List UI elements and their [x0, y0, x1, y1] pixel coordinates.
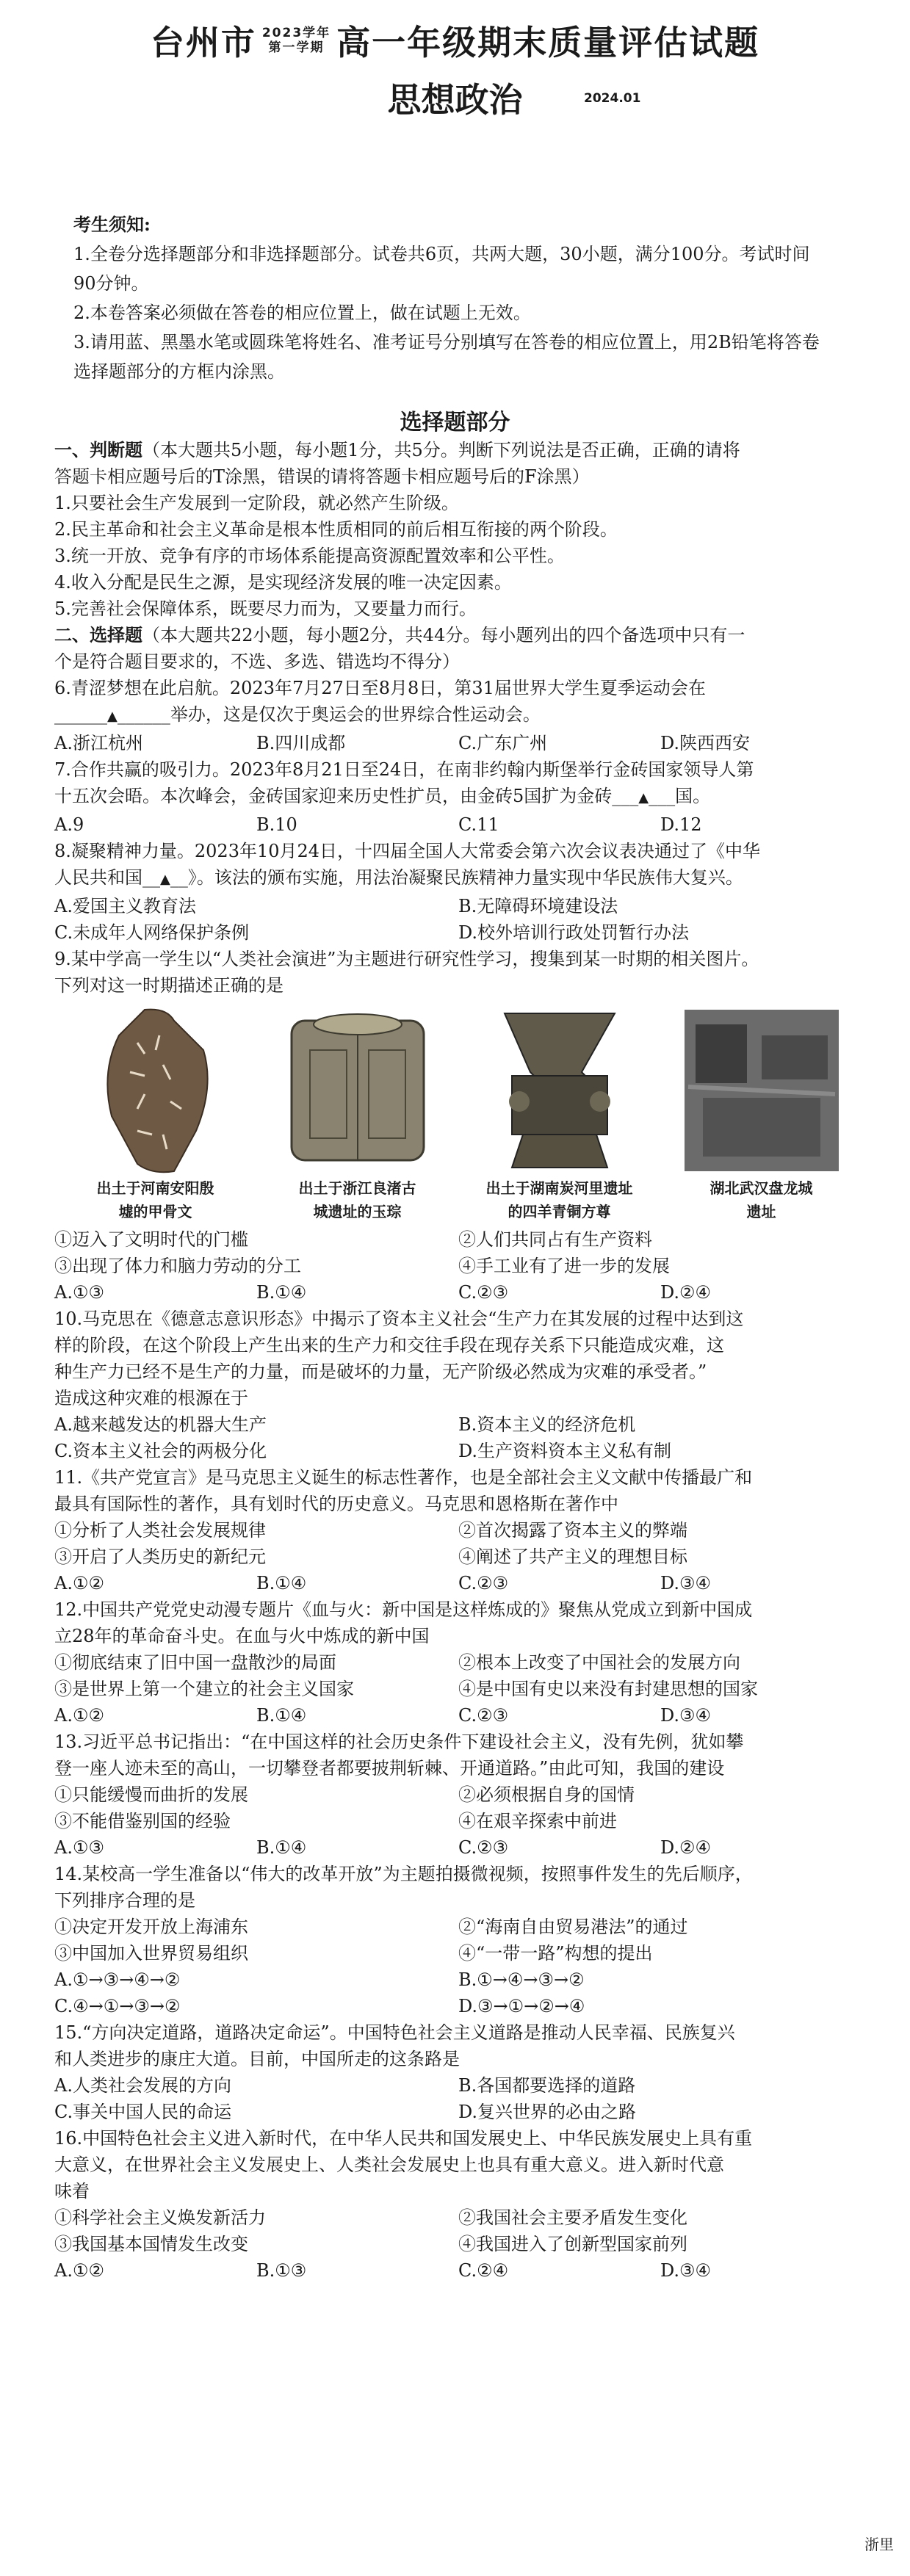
option-a[interactable]: A.①③: [54, 1837, 104, 1858]
q14-options: [54, 1993, 862, 2019]
q11-options: [54, 1570, 862, 1596]
option-b[interactable]: B.各国都要选择的道路: [458, 2075, 636, 2096]
school-year: 2023学年 第一学期: [261, 26, 331, 55]
section-title: 选择题部分: [400, 410, 510, 435]
q13-stem: 登一座人迹未至的高山，一切攀登者都要披荆斩棘、开通道路。”由此可知，我国的建设: [54, 1758, 725, 1779]
q16-options: [54, 2257, 862, 2284]
option-a[interactable]: A.①③: [54, 1282, 104, 1303]
option-d[interactable]: D.③④: [660, 1705, 712, 1726]
option-b[interactable]: B.①→④→③→②: [458, 1969, 585, 1990]
q8-stem: 人民共和国__▲__》。该法的颁布实施，用法治凝聚民族精神力量实现中华民族伟大复兴。: [54, 867, 743, 888]
option-c[interactable]: C.②④: [458, 2260, 509, 2281]
bronze-zun-image: 出土于湖南炭河里遗址 的四羊青铜方尊: [461, 1006, 659, 1222]
q11-statements: ③开启了人类历史的新纪元 ④阐述了共产主义的理想目标: [54, 1546, 687, 1567]
q6-stem: 6.青涩梦想在此启航。2023年7月27日至8月8日，第31届世界大学生夏季运动会在: [54, 678, 706, 698]
q7-stem: 十五次会晤。本次峰会，金砖国家迎来历史性扩员，由金砖5国扩为金砖___▲___国。: [54, 786, 711, 806]
q9-statements: ①迈入了文明时代的门槛 ②人们共同占有生产资料: [54, 1229, 652, 1250]
option-b[interactable]: B.①④: [256, 1705, 307, 1726]
q9-stem: 下列对这一时期描述正确的是: [54, 975, 284, 996]
exam-date: 2024.01: [584, 91, 641, 106]
oracle-bone-icon: [93, 1006, 218, 1175]
candidate-notice: [73, 210, 837, 386]
exam-title: 高一年级期末质量评估试题: [336, 23, 760, 62]
q6-options: [54, 730, 862, 756]
blank-triangle-icon: ▲: [160, 872, 170, 887]
q16-statements: ③我国基本国情发生改变 ④我国进入了创新型国家前列: [54, 2234, 687, 2254]
q11-statements: ①分析了人类社会发展规律 ②首次揭露了资本主义的弊端: [54, 1520, 687, 1541]
option-d[interactable]: D.12: [660, 814, 702, 835]
q16-statements: ①科学社会主义焕发新活力 ②我国社会主要矛盾发生变化: [54, 2207, 687, 2228]
q13-statements: ③不能借鉴别国的经验 ④在艰辛探索中前进: [54, 1811, 617, 1831]
q9-images: [54, 1006, 862, 1222]
panlong-city-image: 湖北武汉盘龙城 遗址: [662, 1006, 861, 1222]
part1-line: 答题卡相应题号后的T涂黑，错误的请将答题卡相应题号后的F涂黑）: [54, 466, 590, 487]
subject-row: [0, 73, 910, 122]
q8-stem: 8.凝聚精神力量。2023年10月24日，十四届全国人大常委会第六次会议表决通过了《中华: [54, 841, 761, 861]
q14-options: [54, 1967, 862, 1993]
notice-line: 3.请用蓝、黑墨水笔或圆珠笔将姓名、准考证号分别填写在答卷的相应位置上，用2B铅笔将答卷: [73, 332, 820, 352]
q10-stem: 种生产力已经不是生产的力量，而是破坏的力量，无产阶级必然成为灾难的承受者。”: [54, 1361, 707, 1382]
option-a[interactable]: A.9: [54, 814, 84, 835]
option-c[interactable]: C.②③: [458, 1837, 509, 1858]
option-b[interactable]: B.资本主义的经济危机: [458, 1414, 636, 1435]
q14-stem: 下列排序合理的是: [54, 1890, 195, 1911]
q16-stem: 大意义，在世界社会主义发展史上、人类社会发展史上也具有重大意义。进入新时代意: [54, 2154, 724, 2175]
q12-statements: ①彻底结束了旧中国一盘散沙的局面 ②根本上改变了中国社会的发展方向: [54, 1652, 740, 1673]
q10-stem: 造成这种灾难的根源在于: [54, 1388, 248, 1408]
option-a[interactable]: A.越来越发达的机器大生产: [54, 1414, 267, 1435]
jade-cong-image: 出土于浙江良渚古 城遗址的玉琮: [259, 1006, 457, 1222]
footer-watermark: 浙里: [864, 2536, 894, 2553]
option-c[interactable]: C.④→①→③→②: [54, 1996, 181, 2016]
q10-stem: 10.马克思在《德意志意识形态》中揭示了资本主义社会“生产力在其发展的过程中达到这: [54, 1309, 744, 1329]
q11-stem: 最具有国际性的著作，具有划时代的历史意义。马克思和恩格斯在著作中: [54, 1494, 618, 1514]
q9-options: [54, 1279, 862, 1306]
option-b[interactable]: B.①④: [256, 1837, 307, 1858]
q7-stem: 7.合作共赢的吸引力。2023年8月21日至24日，在南非约翰内斯堡举行金砖国家领导人第: [54, 759, 754, 780]
q12-statements: ③是世界上第一个建立的社会主义国家 ④是中国有史以来没有封建思想的国家: [54, 1679, 758, 1699]
q12-stem: 12.中国共产党党史动漫专题片《血与火：新中国是这样炼成的》聚焦从党成立到新中国成: [54, 1599, 753, 1620]
q15-options: [54, 2072, 862, 2099]
option-a[interactable]: A.①→③→④→②: [54, 1969, 181, 1990]
option-d[interactable]: D.③④: [660, 1573, 712, 1593]
q16-stem: 味着: [54, 2181, 90, 2201]
option-a[interactable]: A.①②: [54, 1573, 104, 1593]
option-a[interactable]: A.①②: [54, 2260, 104, 2281]
option-b[interactable]: B.①④: [256, 1573, 307, 1593]
q15-stem: 15.“方向决定道路，道路决定命运”。中国特色社会主义道路是推动人民幸福、民族复兴: [54, 2022, 735, 2043]
option-c[interactable]: C.事关中国人民的命运: [54, 2102, 232, 2122]
q10-stem: 样的阶段，在这个阶段上产生出来的生产力和交往手段在现存关系下只能造成灾难，这: [54, 1335, 724, 1356]
q11-stem: 11.《共产党宣言》是马克思主义诞生的标志性著作，也是全部社会主义文献中传播最广和: [54, 1467, 753, 1488]
option-d[interactable]: D.②④: [660, 1837, 712, 1858]
notice-title: 考生须知:: [73, 214, 151, 235]
q15-options: [54, 2099, 862, 2125]
option-a[interactable]: A.①②: [54, 1705, 104, 1726]
option-c[interactable]: C.②③: [458, 1282, 509, 1303]
q14-statements: ③中国加入世界贸易组织 ④“一带一路”构想的提出: [54, 1943, 653, 1964]
notice-line: 2.本卷答案必须做在答卷的相应位置上，做在试题上无效。: [73, 303, 531, 323]
option-b[interactable]: B.①③: [256, 2260, 307, 2281]
option-b[interactable]: B.①④: [256, 1282, 307, 1303]
exam-header: [0, 16, 910, 122]
judge-question-1: 1.只要社会生产发展到一定阶段，就必然产生阶级。: [54, 493, 459, 513]
option-d[interactable]: D.③→①→②→④: [458, 1996, 585, 2016]
question-body: [54, 437, 862, 2284]
option-c[interactable]: C.未成年人网络保护条例: [54, 922, 250, 943]
blank-triangle-icon: ▲: [107, 709, 118, 724]
option-c[interactable]: C.资本主义社会的两极分化: [54, 1441, 267, 1461]
notice-line: 选择题部分的方框内涂黑。: [73, 361, 285, 382]
q15-stem: 和人类进步的康庄大道。目前，中国所走的这条路是: [54, 2049, 460, 2069]
q7-options: [54, 811, 862, 838]
option-d[interactable]: D.②④: [660, 1282, 712, 1303]
option-d[interactable]: D.③④: [660, 2260, 712, 2281]
q14-statements: ①决定开发开放上海浦东 ②“海南自由贸易港法”的通过: [54, 1917, 688, 1937]
q10-options: [54, 1411, 862, 1438]
option-c[interactable]: C.广东广州: [458, 733, 548, 753]
option-d[interactable]: D.生产资料资本主义私有制: [458, 1441, 672, 1461]
q9-stem: 9.某中学高一学生以“人类社会演进”为主题进行研究性学习，搜集到某一时期的相关图片。: [54, 949, 759, 969]
option-a[interactable]: A.浙江杭州: [54, 733, 143, 753]
option-b[interactable]: B.四川成都: [256, 733, 346, 753]
q16-stem: 16.中国特色社会主义进入新时代，在中华人民共和国发展史上、中华民族发展史上具有重: [54, 2128, 753, 2149]
q12-options: [54, 1702, 862, 1729]
option-c[interactable]: C.②③: [458, 1705, 509, 1726]
q10-options: [54, 1438, 862, 1464]
option-a[interactable]: A.人类社会发展的方向: [54, 2075, 231, 2096]
option-a[interactable]: A.爱国主义教育法: [54, 896, 196, 916]
judge-question-5: 5.完善社会保障体系，既要尽力而为，又要量力而行。: [54, 598, 477, 619]
option-d[interactable]: D.复兴世界的必由之路: [458, 2102, 637, 2122]
blank-triangle-icon: ▲: [638, 790, 649, 806]
option-b[interactable]: B.无障碍环境建设法: [458, 896, 618, 916]
q13-options: [54, 1834, 862, 1861]
bronze-vessel-icon: [479, 1006, 640, 1175]
judge-question-3: 3.统一开放、竞争有序的市场体系能提高资源配置效率和公平性。: [54, 546, 565, 566]
option-c[interactable]: C.11: [458, 814, 499, 835]
option-b[interactable]: B.10: [256, 814, 297, 835]
judge-question-2: 2.民主革命和社会主义革命是根本性质相同的前后相互衔接的两个阶段。: [54, 519, 618, 540]
q12-stem: 立28年的革命奋斗史。在血与火中炼成的新中国: [54, 1626, 430, 1646]
notice-line: 90分钟。: [73, 273, 149, 294]
part2-heading: 二、选择题（本大题共22小题，每小题2分，共44分。每小题列出的四个备选项中只有一: [54, 624, 745, 645]
q13-stem: 13.习近平总书记指出：“在中国这样的社会历史条件下建设社会主义，没有先例，犹如攀: [54, 1732, 744, 1752]
option-d[interactable]: D.校外培训行政处罚暂行办法: [458, 922, 690, 943]
subject-title: 思想政治: [387, 80, 523, 120]
jade-cong-icon: [277, 1006, 438, 1175]
q8-options: [54, 893, 862, 919]
header-title-row: [0, 16, 910, 65]
notice-line: 1.全卷分选择题部分和非选择题部分。试卷共6页，共两大题，30小题，满分100分。考试时间: [73, 244, 810, 264]
judge-question-4: 4.收入分配是民生之源，是实现经济发展的唯一决定因素。: [54, 572, 512, 593]
q6-stem: ______▲______举办，这是仅次于奥运会的世界综合性运动会。: [54, 704, 541, 725]
part2-line: 个是符合题目要求的，不选、多选、错选均不得分）: [54, 651, 460, 672]
option-c[interactable]: C.②③: [458, 1573, 509, 1593]
oracle-bone-image: 出土于河南安阳殷 墟的甲骨文: [57, 1006, 255, 1222]
city-name: 台州市: [150, 23, 256, 62]
excavation-site-icon: [681, 1006, 842, 1175]
option-d[interactable]: D.陕西西安: [660, 733, 751, 753]
part1-heading: 一、判断题（本大题共5小题，每小题1分，共5分。判断下列说法是否正确，正确的请将: [54, 439, 740, 460]
q9-statements: ③出现了体力和脑力劳动的分工 ④手工业有了进一步的发展: [54, 1256, 670, 1276]
q14-stem: 14.某校高一学生准备以“伟大的改革开放”为主题拍摄微视频，按照事件发生的先后顺序，: [54, 1864, 753, 1884]
q13-statements: ①只能缓慢而曲折的发展 ②必须根据自身的国情: [54, 1784, 635, 1805]
q8-options: [54, 919, 862, 946]
